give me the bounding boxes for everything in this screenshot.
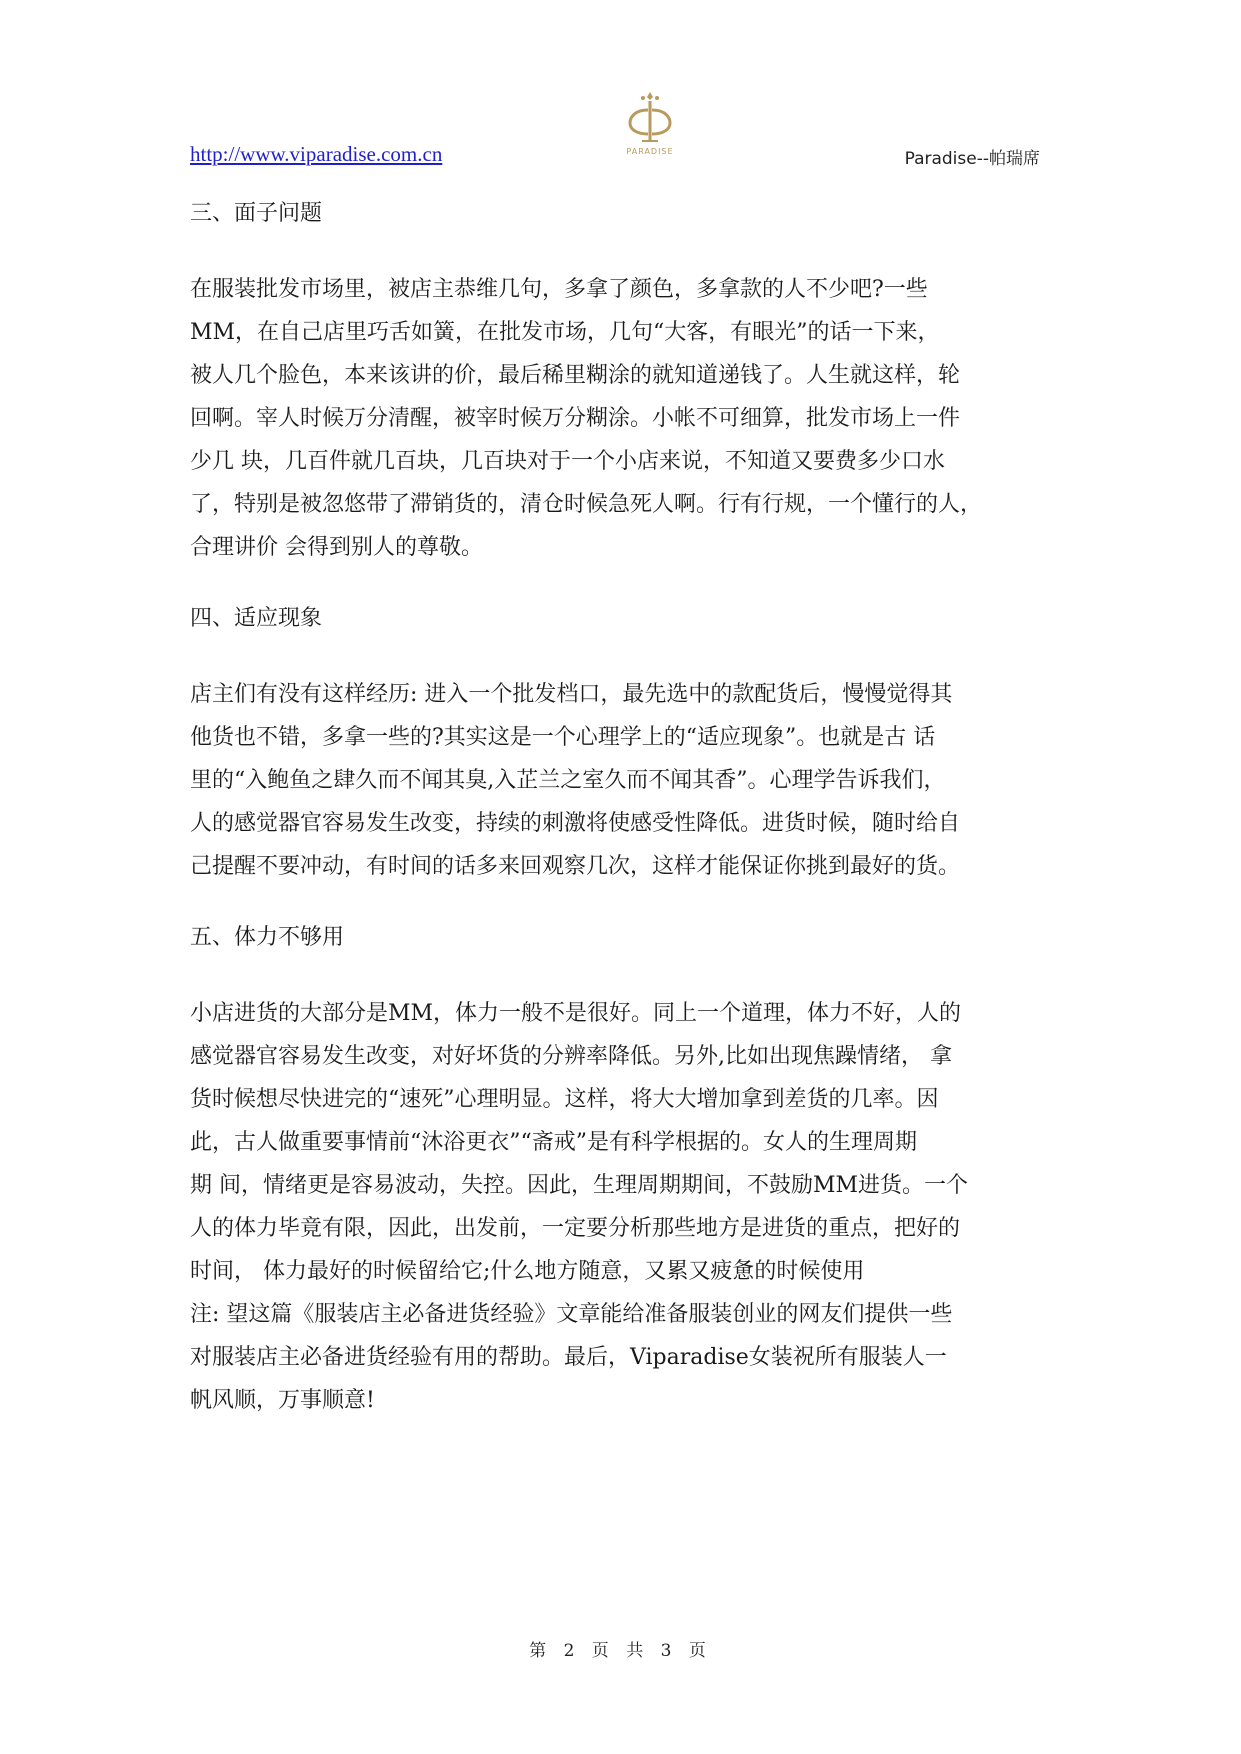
section-heading: 四、适应现象 <box>190 606 323 631</box>
section-paragraph <box>190 268 1060 569</box>
paradise-logo-icon <box>624 90 676 146</box>
page-number: 第 2 页 共 3 页 <box>529 1641 712 1661</box>
paragraph-line: 合理讲价 会得到别人的尊敬。 <box>190 535 483 560</box>
paragraph-line: 此，古人做重要事情前“沐浴更衣”“斋戒”是有科学根据的。女人的生理周期 <box>190 1130 917 1155</box>
logo-wordmark: PARADISE <box>626 147 674 156</box>
paragraph-line: 对服装店主必备进货经验有用的帮助。最后，Viparadise女装祝所有服装人一 <box>190 1345 947 1370</box>
paragraph-line: 感觉器官容易发生改变，对好坏货的分辨率降低。另外,比如出现焦躁情绪， 拿 <box>190 1044 952 1069</box>
paragraph-line: 小店进货的大部分是MM，体力一般不是很好。同上一个道理，体力不好，人的 <box>190 1001 962 1026</box>
paragraph-line: 注: 望这篇《服装店主必备进货经验》文章能给准备服装创业的网友们提供一些 <box>190 1302 953 1327</box>
website-link[interactable]: http://www.viparadise.com.cn <box>190 142 443 166</box>
page-header <box>190 90 1040 170</box>
paragraph-line: 货时候想尽快进完的“速死”心理明显。这样，将大大增加拿到差货的几率。因 <box>190 1087 939 1112</box>
paragraph-line: MM，在自己店里巧舌如簧，在批发市场，几句“大客，有眼光”的话一下来， <box>190 320 940 345</box>
section-heading: 三、面子问题 <box>190 201 323 226</box>
paragraph-line: 己提醒不要冲动，有时间的话多来回观察几次，这样才能保证你挑到最好的货。 <box>190 854 961 879</box>
section-paragraph <box>190 673 1060 888</box>
paragraph-line: 少几 块，几百件就几百块，几百块对于一个小店来说，不知道又要费多少口水 <box>190 449 945 474</box>
paragraph-line: 回啊。宰人时候万分清醒，被宰时候万分糊涂。小帐不可细算，批发市场上一件 <box>190 406 961 431</box>
brand-name: Paradise--帕瑞席 <box>904 149 1040 169</box>
paragraph-line: 期 间，情绪更是容易波动，失控。因此，生理周期期间，不鼓励MM进货。一个 <box>190 1173 969 1198</box>
closing-note <box>190 1293 1060 1422</box>
document-body <box>190 190 1060 1422</box>
paragraph-line: 在服装批发市场里，被店主恭维几句，多拿了颜色，多拿款的人不少吧?一些 <box>190 277 928 302</box>
section-heading: 五、体力不够用 <box>190 925 345 950</box>
paragraph-line: 店主们有没有这样经历: 进入一个批发档口，最先选中的款配货后，慢慢觉得其 <box>190 682 953 707</box>
paragraph-line: 他货也不错，多拿一些的?其实这是一个心理学上的“适应现象”。也就是古 话 <box>190 725 936 750</box>
section-paragraph <box>190 992 1060 1293</box>
paragraph-line: 人的体力毕竟有限，因此，出发前，一定要分析那些地方是进货的重点，把好的 <box>190 1216 961 1241</box>
paragraph-line: 被人几个脸色，本来该讲的价，最后稀里糊涂的就知道递钱了。人生就这样，轮 <box>190 363 961 388</box>
paragraph-line: 人的感觉器官容易发生改变，持续的刺激将使感受性降低。进货时候，随时给自 <box>190 811 961 836</box>
paragraph-line: 了，特别是被忽悠带了滞销货的，清仓时候急死人啊。行有行规，一个懂行的人， <box>190 492 983 517</box>
paragraph-line: 里的“入鲍鱼之肆久而不闻其臭,入芷兰之室久而不闻其香”。心理学告诉我们， <box>190 768 946 793</box>
paragraph-line: 帆风顺，万事顺意! <box>190 1388 375 1413</box>
paradise-logo <box>620 90 680 160</box>
paragraph-line: 时间， 体力最好的时候留给它;什么地方随意，又累又疲惫的时候使用 <box>190 1259 865 1284</box>
